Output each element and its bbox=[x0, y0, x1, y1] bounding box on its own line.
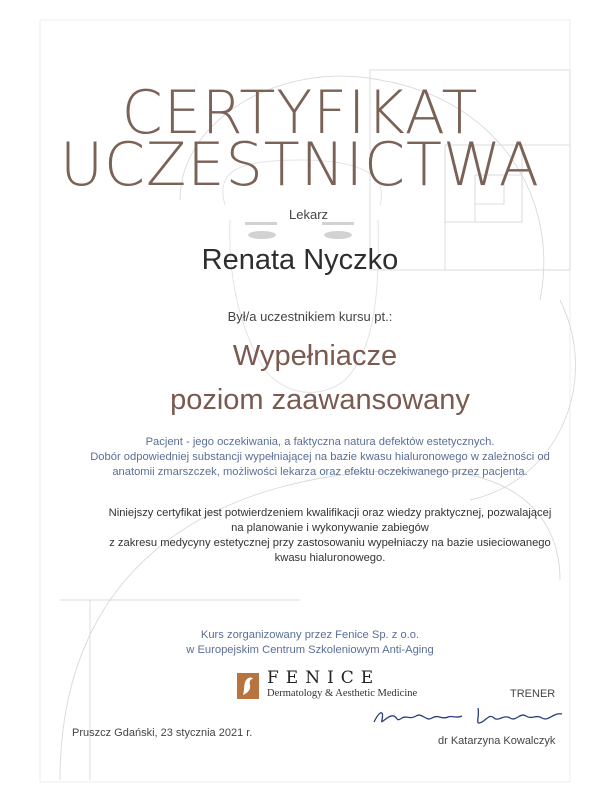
description-line: Pacjent - jego oczekiwania, a faktyczna natura defektów estetycznych. bbox=[145, 436, 495, 448]
certificate-title-line1: CERTYFIKAT bbox=[121, 78, 479, 148]
organizer-info bbox=[150, 628, 470, 658]
participant-role: Lekarz bbox=[289, 207, 329, 222]
description-line: Dobór odpowiedniej substancji wypełniającej na bazie kwasu hialuronowego w zależności od bbox=[90, 451, 550, 463]
course-description bbox=[80, 435, 560, 480]
trainer-name: dr Katarzyna Kowalczyk bbox=[438, 735, 556, 747]
description-line: anatomii zmarszczek, możliwości lekarza oraz efektu oczekiwanego przez pacjenta. bbox=[112, 466, 528, 478]
participant-name: Renata Nyczko bbox=[201, 244, 399, 276]
course-title-line2: poziom zaawansowany bbox=[170, 384, 470, 416]
certificate-confirmation bbox=[95, 506, 565, 566]
course-title-line1: Wypełniacze bbox=[232, 340, 398, 372]
course-intro: Był/a uczestnikiem kursu pt.: bbox=[227, 309, 393, 324]
place-and-date: Pruszcz Gdański, 23 stycznia 2021 r. bbox=[72, 727, 253, 739]
confirmation-line: z zakresu medycyny estetycznej przy zastosowaniu wypełniaczy na bazie usieciowanego bbox=[109, 537, 551, 549]
logo-brand: FENICE bbox=[267, 668, 381, 688]
confirmation-line: Niniejszy certyfikat jest potwierdzeniem kwalifikacji oraz wiedzy praktycznej, pozwalającej bbox=[108, 507, 552, 519]
trainer-signature bbox=[370, 700, 570, 730]
trainer-label: TRENER bbox=[510, 688, 556, 700]
organizer-line: Kurs zorganizowany przez Fenice Sp. z o.o. bbox=[200, 629, 420, 641]
certificate-title-line2: UCZESTNICTWA bbox=[60, 130, 540, 200]
confirmation-line: kwasu hialuronowego. bbox=[274, 552, 386, 564]
organizer-line: w Europejskim Centrum Szkoleniowym Anti-Aging bbox=[186, 644, 434, 656]
logo-tagline: Dermatology & Aesthetic Medicine bbox=[267, 688, 418, 699]
fenice-logo-icon bbox=[237, 673, 259, 699]
confirmation-line: na planowanie i wykonywanie zabiegów bbox=[231, 522, 429, 534]
